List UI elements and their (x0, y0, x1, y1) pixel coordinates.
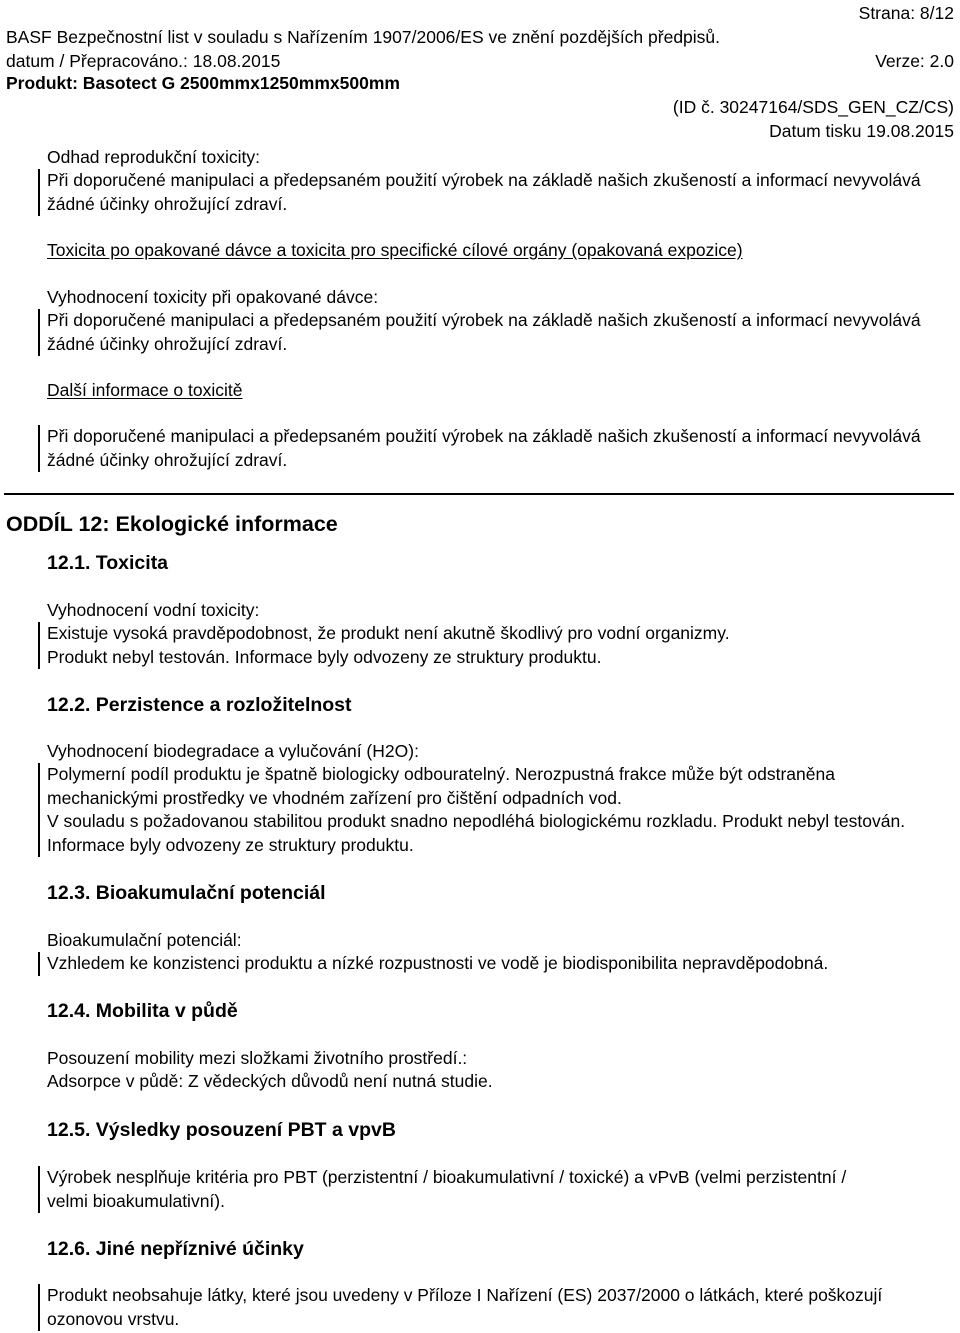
other-effects-block (38, 1284, 932, 1331)
repeated-heading: Toxicita po opakované dávce a toxicita pro specifické cílové orgány (opakovaná expozice) (47, 240, 743, 260)
subsection-12-1-title: 12.1. Toxicita (47, 552, 169, 574)
repeated-text-block (38, 309, 957, 356)
version: Verze: 2.0 (875, 51, 954, 71)
page-number: Strana: 8/12 (858, 3, 954, 23)
repeated-label: Vyhodnocení toxicity při opakované dávce: (47, 287, 379, 307)
subsection-12-6-title: 12.6. Jiné nepříznivé účinky (47, 1238, 304, 1260)
bioaccumulation-text: Vzhledem ke konzistenci produktu a nízké rozpustnosti ve vodě je biodisponibilita nepravděpodobná. (47, 953, 829, 973)
subsection-12-3-title: 12.3. Bioakumulační potenciál (47, 882, 326, 904)
aquatic-toxicity-label: Vyhodnocení vodní toxicity: (47, 600, 260, 620)
biodegradation-block (38, 763, 917, 857)
other-effects-text: Produkt neobsahuje látky, které jsou uvedeny v Příloze I Nařízení (ES) 2037/2000 o látkách, které poškozují ozonovou vrstvu. (47, 1285, 883, 1329)
section-12-title: ODDÍL 12: Ekologické informace (6, 512, 338, 536)
revision-date: datum / Přepracováno.: 18.08.2015 (6, 51, 281, 71)
biodegradation-text-2: V souladu s požadovanou stabilitou produkt snadno nepodléhá biologickému rozkladu. Produkt nebyl testován. Informace byly odvozeny ze struktury produktu. (47, 811, 906, 855)
repro-label: Odhad reprodukční toxicity: (47, 147, 261, 167)
document-id: (ID č. 30247164/SDS_GEN_CZ/CS) (672, 97, 954, 117)
further-text-block (38, 425, 957, 472)
product-name: Produkt: Basotect G 2500mmx1250mmx500mm (6, 73, 400, 93)
repeated-text: Při doporučené manipulaci a předepsaném použití výrobek na základě našich zkušeností a informací nevyvolává žádné účinky ohrožující zdraví. (47, 310, 921, 354)
bioaccumulation-block (38, 952, 960, 976)
bioaccumulation-label: Bioakumulační potenciál: (47, 930, 242, 950)
subsection-12-5-title: 12.5. Výsledky posouzení PBT a vpvB (47, 1119, 396, 1141)
repro-text-block (38, 169, 957, 216)
mobility-label: Posouzení mobility mezi složkami životního prostředí.: (47, 1048, 468, 1068)
repro-text: Při doporučené manipulaci a předepsaném použití výrobek na základě našich zkušeností a informací nevyvolává žádné účinky ohrožující zdraví. (47, 170, 921, 214)
subsection-12-4-title: 12.4. Mobilita v půdě (47, 1000, 238, 1022)
document-title: BASF Bezpečnostní list v souladu s Nařízením 1907/2006/ES ve znění pozdějších předpisů. (6, 27, 721, 47)
pbt-text: Výrobek nesplňuje kritéria pro PBT (perzistentní / bioakumulativní / toxické) a vPvB (velmi perzistentní / velmi bioakumulativní). (47, 1167, 847, 1211)
biodegradation-text-1: Polymerní podíl produktu je špatně biologicky odbouratelný. Nerozpustná frakce může být odstraněna mechanickými prostředky ve vhodném zařízení pro čištění odpadních vod. (47, 764, 835, 808)
aquatic-toxicity-block (38, 622, 960, 669)
print-date: Datum tisku 19.08.2015 (769, 121, 954, 141)
aquatic-toxicity-line-2: Produkt nebyl testován. Informace byly odvozeny ze struktury produktu. (47, 646, 602, 667)
aquatic-toxicity-line-1: Existuje vysoká pravděpodobnost, že produkt není akutně škodlivý pro vodní organizmy. (47, 623, 730, 643)
further-text: Při doporučené manipulaci a předepsaném použití výrobek na základě našich zkušeností a informací nevyvolává žádné účinky ohrožující zdraví. (47, 426, 921, 470)
further-heading: Další informace o toxicitě (47, 380, 243, 400)
subsection-12-2-title: 12.2. Perzistence a rozložitelnost (47, 694, 352, 716)
mobility-text: Adsorpce v půdě: Z vědeckých důvodů není nutná studie. (47, 1071, 493, 1091)
biodegradation-label: Vyhodnocení biodegradace a vylučování (H2O): (47, 741, 419, 761)
section-divider (4, 493, 954, 495)
pbt-block (38, 1166, 877, 1213)
